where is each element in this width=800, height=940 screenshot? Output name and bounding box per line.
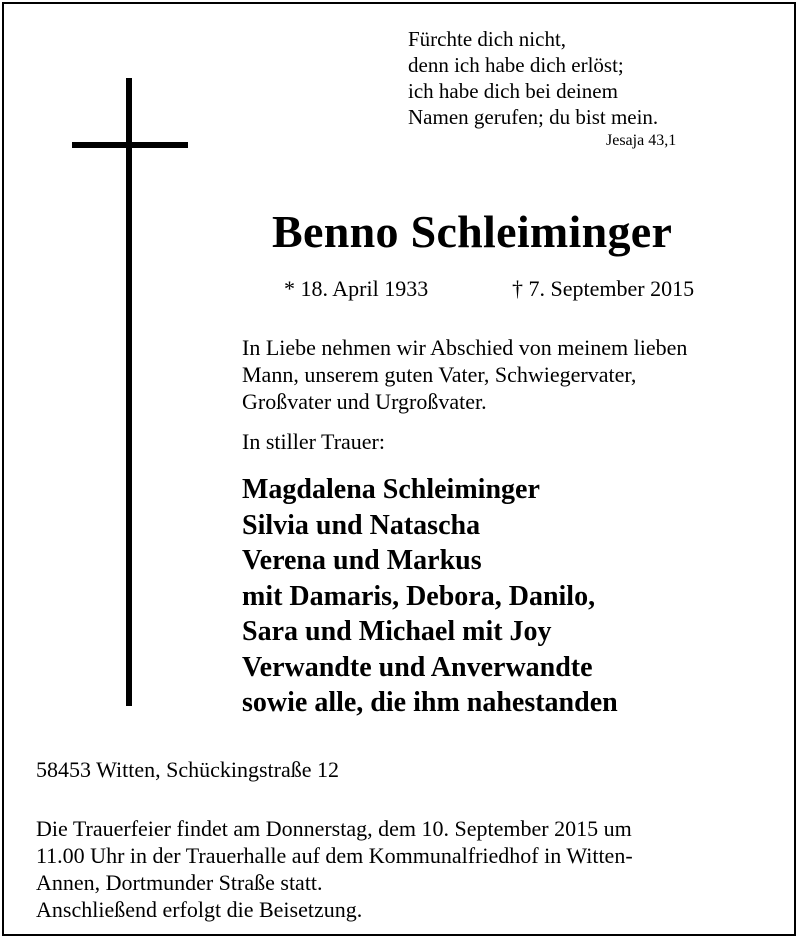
verse-reference: Jesaja 43,1	[606, 132, 677, 149]
death-date: † 7. September 2015	[512, 276, 695, 301]
mourners-list	[242, 472, 782, 721]
bible-verse	[408, 26, 738, 130]
farewell-text	[242, 334, 782, 415]
mourning-label: In stiller Trauer:	[242, 429, 385, 454]
farewell-line: Großvater und Urgroßvater.	[242, 389, 487, 414]
birth-date: * 18. April 1933	[284, 276, 429, 301]
mourner-line: Verena und Markus	[242, 545, 482, 576]
mourner-line: sowie alle, die ihm nahestanden	[242, 687, 618, 718]
verse-line: Fürchte dich nicht,	[408, 27, 567, 51]
mourner-line: mit Damaris, Debora, Danilo,	[242, 580, 596, 612]
mourner-line: Silvia und Natascha	[242, 509, 481, 541]
mourner-line: Sara und Michael mit Joy	[242, 616, 552, 647]
service-line: Anschließend erfolgt die Beisetzung.	[36, 897, 363, 922]
verse-line: ich habe dich bei deinem	[408, 79, 618, 103]
deceased-name: Benno Schleiminger	[272, 206, 673, 257]
farewell-line: Mann, unserem guten Vater, Schwiegervater,	[242, 362, 637, 387]
farewell-line: In Liebe nehmen wir Abschied von meinem lieben	[242, 335, 688, 360]
mourner-line: Magdalena Schleiminger	[242, 474, 540, 505]
funeral-service-info	[36, 815, 776, 923]
service-line: Annen, Dortmunder Straße statt.	[36, 870, 323, 895]
cross-vertical-bar	[126, 78, 132, 706]
verse-line: denn ich habe dich erlöst;	[408, 53, 624, 77]
mourner-line: Verwandte und Anverwandte	[242, 651, 593, 683]
service-line: 11.00 Uhr in der Trauerhalle auf dem Kommunalfriedhof in Witten-	[36, 843, 633, 868]
family-address: 58453 Witten, Schückingstraße 12	[36, 757, 339, 782]
cross-horizontal-bar	[72, 142, 188, 148]
verse-line: Namen gerufen; du bist mein.	[408, 105, 659, 129]
service-line: Die Trauerfeier findet am Donnerstag, dem 10. September 2015 um	[36, 816, 632, 841]
